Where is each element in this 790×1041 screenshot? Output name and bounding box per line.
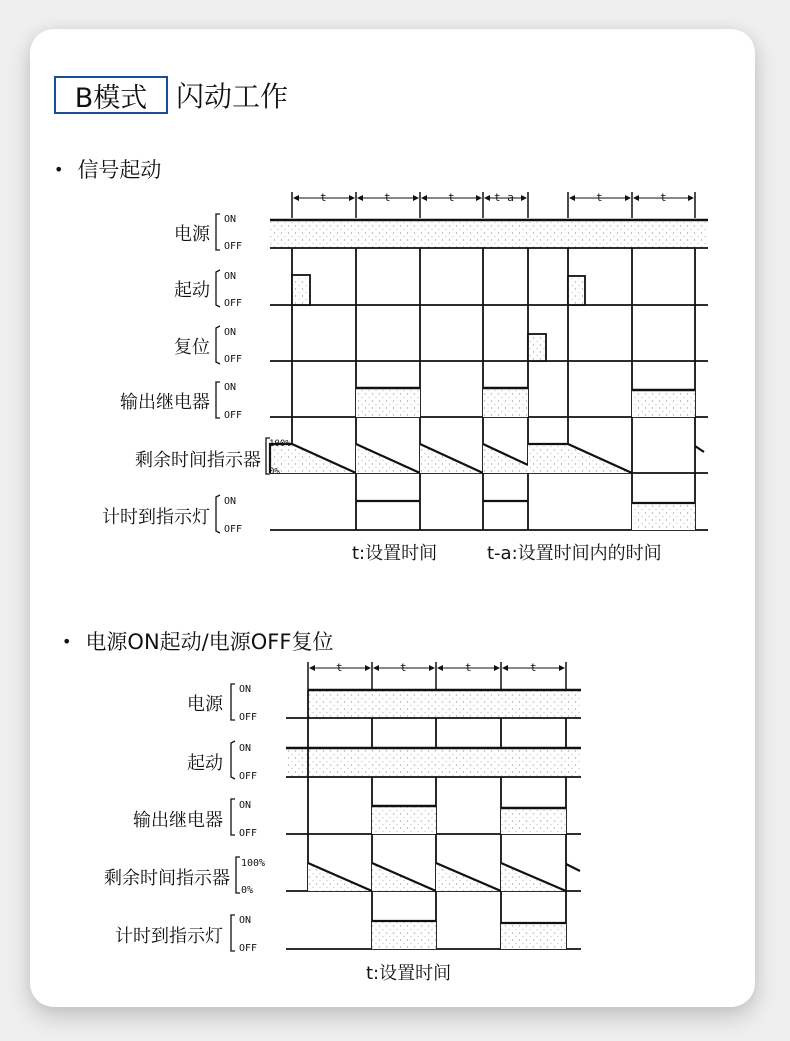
svg-text:剩余时间指示器: 剩余时间指示器 <box>104 868 230 889</box>
svg-text:100%: 100% <box>241 858 266 869</box>
svg-text:起动: 起动 <box>174 280 210 301</box>
svg-text:OFF: OFF <box>224 410 243 421</box>
bullet-icon: • <box>54 159 64 179</box>
svg-text:ON: ON <box>239 743 252 754</box>
svg-text:ON: ON <box>224 271 237 282</box>
svg-text:0%: 0% <box>241 885 254 896</box>
svg-text:复位: 复位 <box>174 337 210 358</box>
mode-title: 闪动工作 <box>176 80 289 113</box>
diagram-signal-start <box>216 192 708 533</box>
svg-text:输出继电器: 输出继电器 <box>120 392 210 413</box>
mode-label: B模式 <box>74 82 148 114</box>
svg-text:ON: ON <box>224 214 237 225</box>
svg-text:OFF: OFF <box>239 943 258 954</box>
section-title-signal-start: • 信号起动 <box>54 158 162 182</box>
svg-text:t-a:设置时间内的时间: t-a:设置时间内的时间 <box>487 543 662 564</box>
svg-text:输出继电器: 输出继电器 <box>133 810 223 831</box>
svg-text:OFF: OFF <box>224 298 243 309</box>
svg-text:ON: ON <box>239 684 252 695</box>
diagram-power-start <box>231 662 581 951</box>
svg-text:计时到指示灯: 计时到指示灯 <box>115 926 223 947</box>
svg-text:t: t <box>530 661 537 674</box>
svg-text:t:设置时间: t:设置时间 <box>352 543 438 564</box>
svg-text:剩余时间指示器: 剩余时间指示器 <box>135 450 261 471</box>
svg-text:t: t <box>336 661 343 674</box>
svg-text:OFF: OFF <box>224 354 243 365</box>
svg-text:OFF: OFF <box>239 712 258 723</box>
svg-text:t: t <box>660 191 667 204</box>
svg-text:ON: ON <box>239 915 252 926</box>
svg-text:ON: ON <box>239 800 252 811</box>
bullet-icon: • <box>62 631 72 651</box>
svg-text:计时到指示灯: 计时到指示灯 <box>102 507 210 528</box>
svg-text:100%: 100% <box>269 439 291 449</box>
svg-text:t:设置时间: t:设置时间 <box>366 963 452 984</box>
svg-text:OFF: OFF <box>224 524 243 535</box>
svg-text:OFF: OFF <box>239 828 258 839</box>
svg-text:OFF: OFF <box>239 771 258 782</box>
svg-text:t: t <box>320 191 327 204</box>
svg-text:ON: ON <box>224 496 237 507</box>
svg-text:0%: 0% <box>269 467 280 477</box>
svg-text:t: t <box>465 661 472 674</box>
svg-text:t: t <box>384 191 391 204</box>
svg-text:ON: ON <box>224 327 237 338</box>
svg-text:t: t <box>448 191 455 204</box>
svg-text:电源: 电源 <box>174 224 210 245</box>
svg-text:ON: ON <box>224 382 237 393</box>
svg-text:电源: 电源 <box>187 694 223 715</box>
svg-text:OFF: OFF <box>224 241 243 252</box>
svg-text:t: t <box>596 191 603 204</box>
section-title-power-start: • 电源ON起动/电源OFF复位 <box>62 630 334 654</box>
svg-text:t: t <box>400 661 407 674</box>
svg-text:t-a: t-a <box>494 191 514 204</box>
svg-text:起动: 起动 <box>187 753 223 774</box>
